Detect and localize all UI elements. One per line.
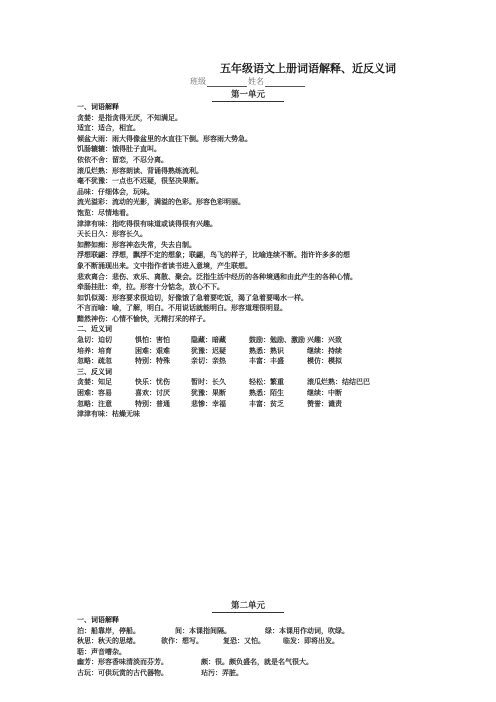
definition-line — [77, 636, 425, 647]
definition-item: 颇：很。颇负盛名，就是名气很大。 — [201, 658, 313, 667]
antonym-pair: 继续：中断 — [307, 389, 342, 398]
synonym-pair: 兴趣：兴致 — [307, 336, 342, 345]
unit2-heading: 第二单元 — [0, 601, 496, 613]
definition-item: 饥肠辘辘：饿得肚子直叫。 — [77, 145, 161, 154]
synonym-pair: 困难：艰难 — [135, 346, 170, 355]
definition-item: 复恐：又怕。 — [223, 637, 265, 646]
definition-item: 浮想联翩：浮想，飘浮不定的想象；联翩，鸟飞的样子，比喻连续不断。指许许多多的想 — [77, 251, 350, 260]
antonym-row — [77, 399, 425, 410]
definition-item: 如饥似渴：形容要求很迫切，好像饿了急着要吃饭，渴了急着要喝水一样。 — [77, 293, 308, 302]
synonym-row — [77, 356, 425, 367]
unit1-heading: 第一单元 — [0, 90, 496, 102]
antonym-pair: 赞誉：谴责 — [307, 399, 342, 408]
page-title: 五年级语文上册词语解释、近反义词 — [220, 62, 396, 75]
antonym-pair: 津津有味：枯燥无味 — [77, 410, 140, 419]
antonym-pair: 喜欢：讨厌 — [135, 389, 170, 398]
unit2-content — [77, 615, 425, 679]
definition-item: 泊：船靠岸，停船。 — [77, 626, 140, 635]
definition-list — [77, 113, 425, 325]
synonym-pair: 忽略：疏忽 — [77, 357, 112, 366]
definition-item: 聒：声音嘈杂。 — [77, 647, 126, 656]
synonym-pair: 模仿：模拟 — [307, 357, 342, 366]
definition-line — [77, 657, 425, 668]
antonym-pair: 特别：普通 — [135, 399, 170, 408]
definition-item: 牵肠挂肚：牵，拉。形容十分惦念，放心不下。 — [77, 283, 224, 292]
definition-item: 如醉如痴：形容神态失常，失去自制。 — [77, 240, 196, 249]
definition-item: 流光溢彩：流动的光影，满溢的色彩。形容色彩明丽。 — [77, 198, 245, 207]
antonym-pair: 忽略：注意 — [77, 399, 112, 408]
definition-line — [77, 668, 425, 679]
definition-item: 欲作：想写。 — [161, 637, 203, 646]
synonym-pair: 培养：培育 — [77, 346, 112, 355]
antonym-row — [77, 377, 425, 388]
name-blank[interactable] — [265, 78, 305, 87]
definition-item: 品味：仔细体会，玩味。 — [77, 187, 154, 196]
antonym-pair: 丰富：贫乏 — [249, 399, 284, 408]
definition-item: 临发：即将出发。 — [283, 637, 339, 646]
definition-item: 不言而喻：喻，了解，明白。不用说话就能明白。形容道理很明显。 — [77, 304, 287, 313]
unit1-section-antonyms: 三、反义词 — [77, 367, 112, 376]
synonym-pair: 丰富：丰盛 — [249, 357, 284, 366]
definition-item: 秋思：秋天的思绪。 — [77, 637, 140, 646]
definition-item: 贪婪：是指贪得无厌，不知满足。 — [77, 113, 182, 122]
definition-item: 饱览：尽情地看。 — [77, 208, 133, 217]
definition-item: 滚瓜烂熟：形容朗读、背诵得熟练流利。 — [77, 166, 203, 175]
definition-item: 天长日久：形容长久。 — [77, 230, 147, 239]
synonym-pair: 急切：迫切 — [77, 336, 112, 345]
antonym-pair: 暂时：长久 — [191, 378, 226, 387]
antonym-pair: 困难：容易 — [77, 389, 112, 398]
antonym-pair: 悲惨：幸福 — [191, 399, 226, 408]
class-label: 班级 — [190, 77, 206, 86]
definition-line — [77, 626, 425, 637]
synonym-pair: 犹豫：迟疑 — [191, 346, 226, 355]
unit1-content — [77, 102, 425, 420]
synonym-pair: 惧怕：害怕 — [135, 336, 170, 345]
definition-item: 津津有味：指吃得很有味道或谈得很有兴趣。 — [77, 219, 217, 228]
unit2-section-definitions: 一、词语解释 — [77, 616, 119, 624]
definition-item: 依依不舍：留恋，不忍分离。 — [77, 155, 168, 164]
class-name-line — [0, 76, 496, 87]
definition-item: 毫不犹豫：一点也不迟疑，很坚决果断。 — [77, 177, 203, 186]
definition-item-continued: 象不断涌现出来。文中指作者读书进入意境，产生联想。 — [77, 261, 252, 270]
antonym-row — [77, 388, 425, 399]
definition-item: 倾盆大雨：雨大得像盆里的水直往下倒。形容雨大势急。 — [77, 134, 252, 143]
definition-item: 间：本课指间隔。 — [175, 626, 231, 635]
definition-item: 古玩：可供玩赏的古代器物。 — [77, 668, 168, 677]
synonym-pair: 特别：特殊 — [135, 357, 170, 366]
synonym-pair: 隐藏：暗藏 — [191, 336, 226, 345]
synonym-pair: 熟悉：熟识 — [249, 346, 284, 355]
antonym-pair: 熟悉：陌生 — [249, 389, 284, 398]
antonym-pair: 快乐：忧伤 — [135, 378, 170, 387]
class-blank[interactable] — [207, 78, 247, 87]
synonym-pair: 亲切：亲热 — [191, 357, 226, 366]
unit1-section-definitions: 一、词语解释 — [77, 103, 119, 111]
synonym-pair: 鼓励：勉励、激励 — [249, 336, 305, 345]
definition-item: 适宜：适合，相宜。 — [77, 124, 140, 133]
definition-item: 黯然神伤：心情不愉快，无精打采的样子。 — [77, 314, 210, 323]
definition-item: 绿：本课用作动词，吹绿。 — [265, 626, 349, 635]
definition-item: 悲欢离合：悲伤、欢乐、离散、聚会。泛指生活中经历的各种境遇和由此产生的各种心情。 — [77, 272, 357, 281]
synonym-pair: 继续：持续 — [307, 346, 342, 355]
definition-item: 幽芳：形容香味清淡而芬芳。 — [77, 658, 168, 667]
synonym-row — [77, 335, 425, 346]
antonym-pair: 贪婪：知足 — [77, 378, 112, 387]
synonym-row — [77, 346, 425, 357]
unit1-section-synonyms: 二、近义词 — [77, 325, 112, 334]
antonym-pair: 轻松：繁重 — [249, 378, 284, 387]
antonym-pair: 犹豫：果断 — [191, 389, 226, 398]
antonym-pair: 滚瓜烂熟：结结巴巴 — [307, 378, 370, 387]
name-label: 姓名 — [248, 77, 264, 86]
definition-item: 玷污：弄脏。 — [201, 668, 243, 677]
